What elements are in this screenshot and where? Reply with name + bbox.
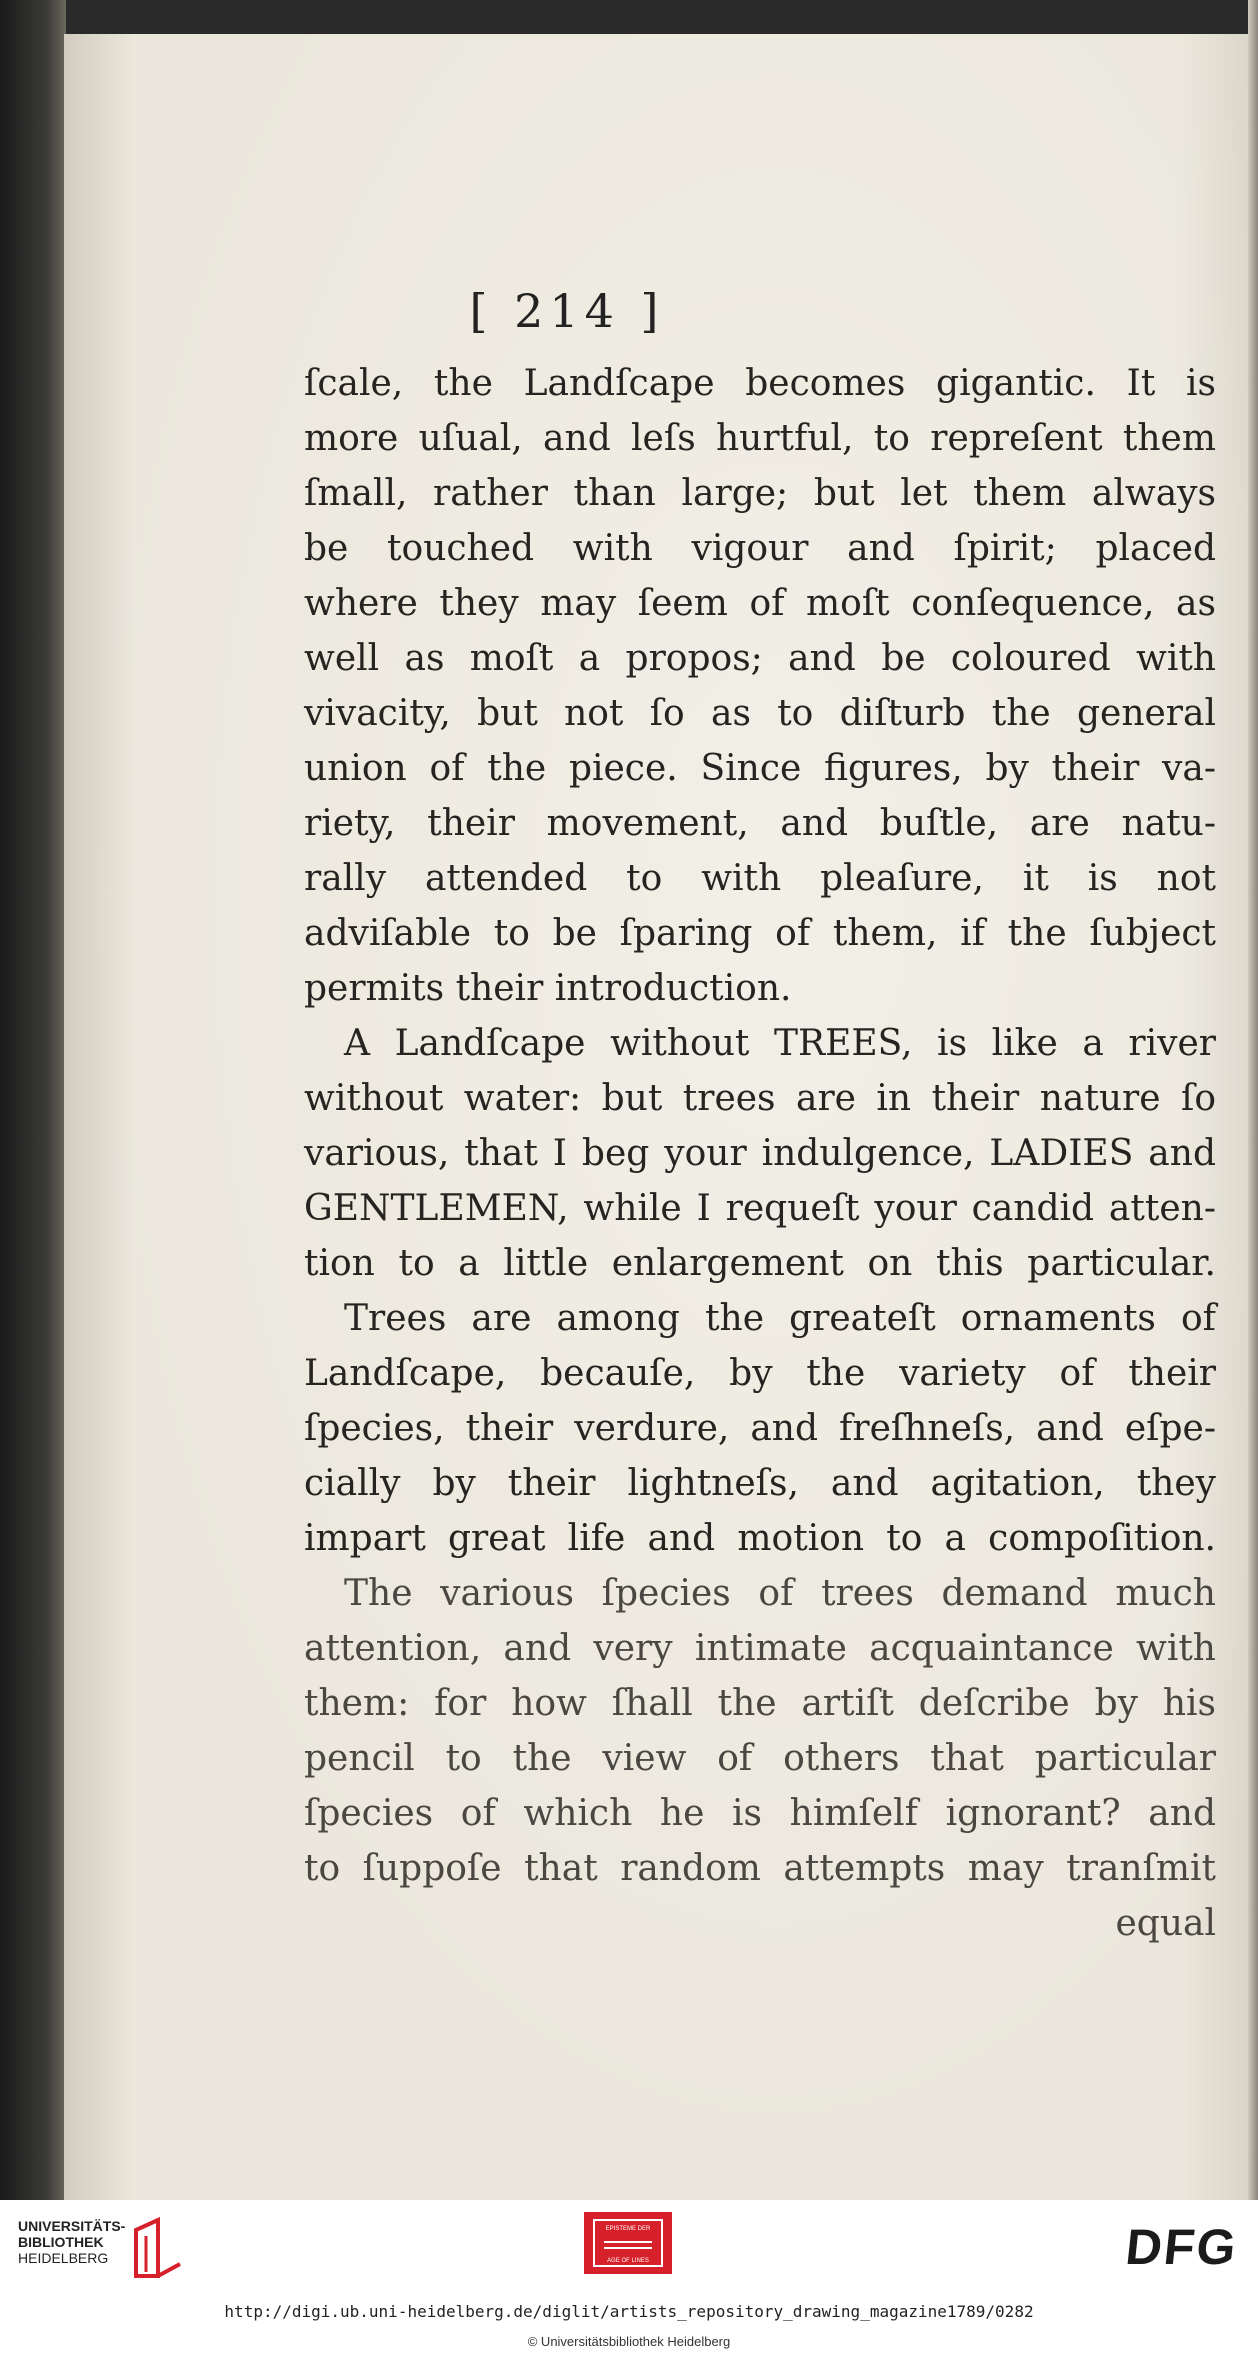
dfg-logo[interactable]: DFG [1123,2219,1241,2275]
book-page [64,34,1250,2200]
text-line: cially by their lightneſs, and agitation, they [304,1463,1216,1504]
text-line: them: for how ſhall the artiſt deſcribe by his [304,1683,1216,1724]
text-line: Landſcape, becauſe, by the variety of their [304,1353,1216,1394]
text-line: riety, their movement, and buſtle, are natu- [304,803,1216,844]
text-line: pencil to the view of others that particular [304,1738,1216,1779]
page-edge [1248,0,1258,2200]
library-name-line: BIBLIOTHEK [18,2234,104,2250]
text-line: to ſuppoſe that random attempts may tranſmit [304,1848,1216,1889]
text-line: ſpecies, their verdure, and freſhneſs, and eſpe- [304,1408,1216,1449]
text-line: impart great life and motion to a compoſition. [304,1518,1216,1559]
catchword: equal [1115,1903,1216,1944]
text-line: where they may ſeem of moſt conſequence, as [304,583,1216,624]
project-logo-top-text: EPISTEME DER [605,2226,651,2232]
footer [0,2200,1258,2356]
text-line: Trees are among the greateſt ornaments of [344,1298,1216,1339]
text-line: The various ſpecies of trees demand much [344,1573,1216,1614]
library-name-line: HEIDELBERG [18,2250,109,2266]
page-number: [ 214 ] [469,284,665,338]
library-name [18,2218,125,2266]
text-line: adviſable to be ſparing of them, if the ſubject [304,913,1216,954]
text-line: ſpecies of which he is himſelf ignorant? and [304,1793,1216,1834]
text-line: union of the piece. Since figures, by their va- [304,748,1216,789]
text-line: various, that I beg your indulgence, LADIES and [304,1133,1216,1174]
source-url[interactable]: http://digi.ub.uni-heidelberg.de/diglit/artists_repository_drawing_magazine1789/0282 [224,2302,1034,2321]
text-line: GENTLEMEN, while I requeſt your candid atten- [304,1188,1216,1229]
text-line: without water: but trees are in their nature ſo [304,1078,1216,1119]
digitization-project-logo[interactable] [584,2212,672,2274]
text-line: ſmall, rather than large; but let them always [304,473,1216,514]
body-text [304,356,1216,1951]
text-line: attention, and very intimate acquaintance with [304,1628,1216,1669]
copyright-notice: © Universitätsbibliothek Heidelberg [527,2334,731,2349]
library-mark-icon [128,2216,188,2282]
project-logo-bottom-text: AGE OF LINES [607,2258,649,2264]
university-library-logo[interactable] [18,2210,198,2290]
text-line: be touched with vigour and ſpirit; placed [304,528,1216,569]
text-line: permits their introduction. [304,968,792,1009]
text-line: rally attended to with pleaſure, it is not [304,858,1216,899]
library-name-line: UNIVERSITÄTS- [18,2218,126,2234]
text-line: vivacity, but not ſo as to diſturb the general [304,693,1216,734]
text-line: tion to a little enlargement on this particular. [304,1243,1216,1284]
text-line: more uſual, and leſs hurtful, to repreſent them [304,418,1216,459]
text-line: ſcale, the Landſcape becomes gigantic. It is [304,363,1216,404]
text-line: well as moſt a propos; and be coloured with [304,638,1216,679]
text-line: A Landſcape without TREES, is like a river [344,1023,1216,1064]
project-logo-icon [584,2212,672,2274]
